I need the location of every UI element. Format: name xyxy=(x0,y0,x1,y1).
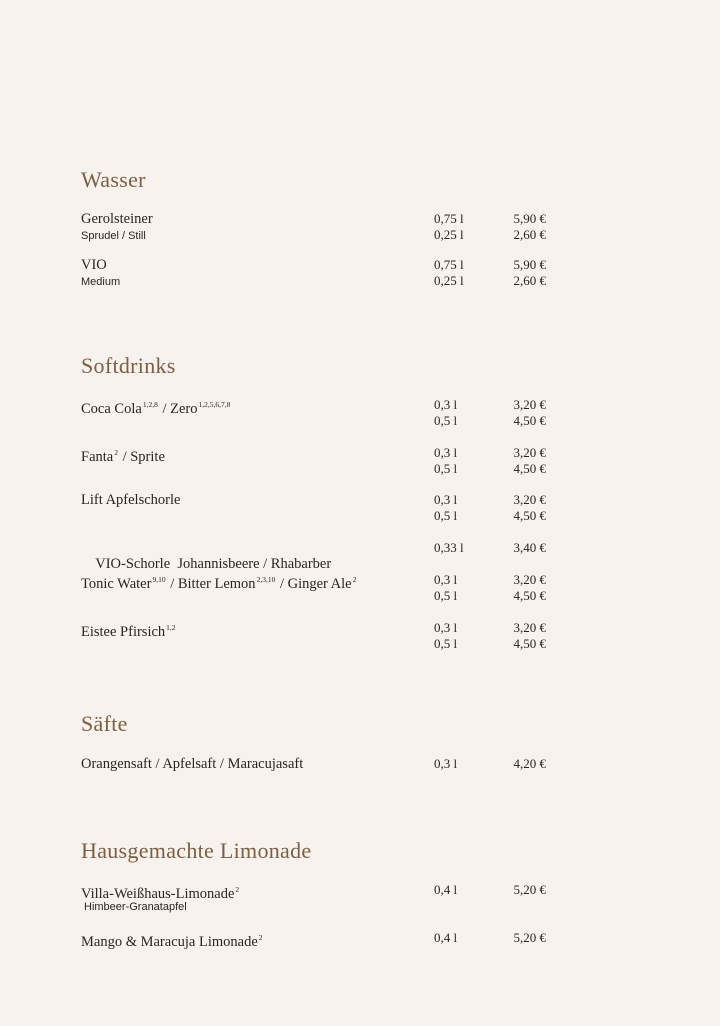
volume: 0,5 l xyxy=(434,588,458,603)
volume: 0,4 l xyxy=(434,930,458,945)
price: 3,40 € xyxy=(513,540,546,555)
price-row xyxy=(0,508,720,524)
volume: 0,3 l xyxy=(434,620,458,635)
item-description: Medium xyxy=(81,276,121,288)
item-name-text: / Zero xyxy=(158,401,198,417)
item-name-text: Orangensaft / Apfelsaft / Maracujasaft xyxy=(81,756,304,772)
volume: 0,5 l xyxy=(434,461,458,476)
price-row xyxy=(0,227,720,243)
price: 3,20 € xyxy=(513,445,546,460)
volume: 0,3 l xyxy=(434,572,458,587)
allergen-note: 2 xyxy=(352,575,357,584)
volume: 0,25 l xyxy=(434,273,464,288)
section-title-softdrinks: Softdrinks xyxy=(81,353,176,378)
allergen-note: 1,2 xyxy=(166,623,176,632)
item-name-text: / Sprite xyxy=(118,449,165,465)
price: 3,20 € xyxy=(513,492,546,507)
price: 4,50 € xyxy=(513,413,546,428)
item-name-text: Coca Cola xyxy=(81,401,142,417)
item-name-text: / Bitter Lemon xyxy=(166,576,256,592)
price-row xyxy=(0,257,720,273)
price-row xyxy=(0,461,720,477)
item-description: Sprudel / Still xyxy=(81,230,146,242)
price: 2,60 € xyxy=(513,227,546,242)
price: 4,50 € xyxy=(513,588,546,603)
price: 2,60 € xyxy=(513,273,546,288)
price-row xyxy=(0,397,720,413)
price: 5,20 € xyxy=(513,882,546,897)
volume: 0,4 l xyxy=(434,882,458,897)
allergen-note: 2,3,10 xyxy=(256,575,276,584)
price: 5,90 € xyxy=(513,257,546,272)
item-name: VIO xyxy=(81,257,107,273)
item-name-text: Tonic Water xyxy=(81,576,152,592)
item-name-text: Mango & Maracuja Limonade xyxy=(81,934,258,950)
allergen-note: 1,2,8 xyxy=(142,400,158,409)
volume: 0,3 l xyxy=(434,445,458,460)
price: 4,50 € xyxy=(513,636,546,651)
volume: 0,75 l xyxy=(434,211,464,226)
price-row xyxy=(0,572,720,588)
item-name-text: Villa-Weißhaus-Limonade xyxy=(81,886,235,902)
price-row xyxy=(0,636,720,652)
price-row xyxy=(0,620,720,636)
volume: 0,3 l xyxy=(434,756,458,771)
price: 3,20 € xyxy=(513,572,546,587)
price: 3,20 € xyxy=(513,397,546,412)
price-row xyxy=(0,211,720,227)
item-name-text: VIO-Schorle Johannisbeere / Rhabarber xyxy=(95,556,332,572)
volume: 0,75 l xyxy=(434,257,464,272)
item-name-text: / Ginger Ale xyxy=(276,576,352,592)
allergen-note: 1,2,5,6,7,8 xyxy=(198,400,231,409)
allergen-note: 2 xyxy=(114,448,118,457)
volume: 0,33 l xyxy=(434,540,464,555)
price: 4,50 € xyxy=(513,461,546,476)
price-row xyxy=(0,882,720,898)
item-name-text: Eistee Pfirsich xyxy=(81,624,166,640)
price-row xyxy=(0,930,720,946)
price-row xyxy=(0,756,720,772)
price: 4,20 € xyxy=(513,756,546,771)
volume: 0,5 l xyxy=(434,508,458,523)
volume: 0,25 l xyxy=(434,227,464,242)
price-row xyxy=(0,588,720,604)
item-description: Himbeer-Granatapfel xyxy=(84,901,187,913)
volume: 0,5 l xyxy=(434,413,458,428)
item-name-text: Lift Apfelschorle xyxy=(81,492,181,508)
price-row xyxy=(0,492,720,508)
price-row xyxy=(0,273,720,289)
allergen-note: 2 xyxy=(258,933,263,942)
price: 5,90 € xyxy=(513,211,546,226)
price: 3,20 € xyxy=(513,620,546,635)
allergen-note: 2 xyxy=(235,885,240,894)
price: 5,20 € xyxy=(513,930,546,945)
price: 4,50 € xyxy=(513,508,546,523)
volume: 0,3 l xyxy=(434,397,458,412)
section-title-limonade: Hausgemachte Limonade xyxy=(81,838,312,863)
price-row xyxy=(0,540,720,556)
section-title-wasser: Wasser xyxy=(81,167,146,192)
price-row xyxy=(0,413,720,429)
section-title-saefte: Säfte xyxy=(81,711,128,736)
price-row xyxy=(0,445,720,461)
item-name-text: Fanta xyxy=(81,449,114,465)
volume: 0,5 l xyxy=(434,636,458,651)
item-name: Gerolsteiner xyxy=(81,211,153,227)
volume: 0,3 l xyxy=(434,492,458,507)
allergen-note: 9,10 xyxy=(152,575,166,584)
